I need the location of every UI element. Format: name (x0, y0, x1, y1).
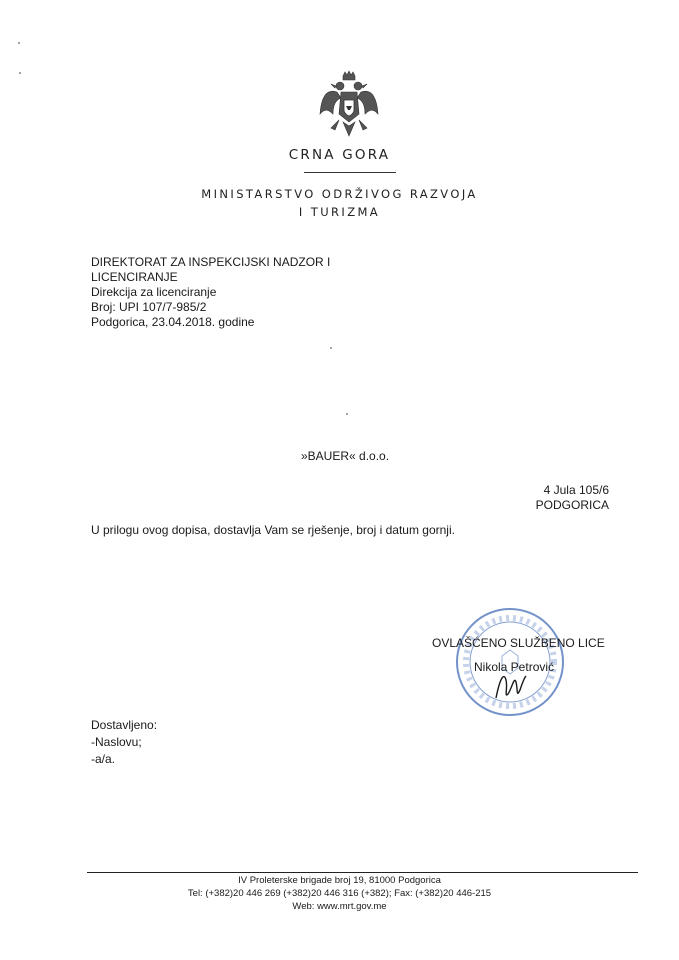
sender-block (91, 255, 330, 330)
recipient-street: 4 Jula 105/6 (543, 483, 609, 497)
signature-title: OVLAŠĆENO SLUŽBENO LICE (432, 636, 605, 650)
footer-address: IV Proleterske brigade broj 19, 81000 Podgorica (238, 875, 441, 886)
reference-number: Broj: UPI 107/7-985/2 (91, 300, 207, 314)
recipient-city: PODGORICA (535, 498, 609, 512)
delivered-block (91, 717, 157, 768)
directorate-line2: LICENCIRANJE (91, 270, 178, 284)
coat-of-arms-emblem (319, 70, 379, 144)
directorate-line1: DIREKTORAT ZA INSPEKCIJSKI NADZOR I (91, 255, 331, 269)
footer-website: Web: www.mrt.gov.me (292, 901, 387, 912)
place-and-date: Podgorica, 23.04.2018. godine (91, 315, 255, 329)
footer-divider (87, 872, 638, 873)
ministry-name-line2: I TURIZMA (298, 205, 381, 219)
department-name: Direkcija za licenciranje (91, 285, 217, 299)
recipient-address (536, 483, 609, 513)
footer-phones: Tel: (+382)20 446 269 (+382)20 446 316 (+382); Fax: (+382)20 446-215 (187, 888, 492, 899)
recipient-name: »BAUER« d.o.o. (301, 449, 390, 463)
scan-speck (18, 42, 20, 44)
country-name: CRNA GORA (288, 147, 391, 163)
signatory-name: Nikola Petrović (474, 660, 555, 674)
scan-speck (330, 347, 332, 349)
scan-speck (19, 72, 21, 74)
scan-speck (346, 413, 348, 415)
handwritten-signature (490, 668, 530, 704)
delivered-item: -a/a. (91, 752, 116, 766)
ministry-name-line1: MINISTARSTVO ODRŽIVOG RAZVOJA (201, 187, 478, 201)
delivered-item: -Naslovu; (91, 735, 142, 749)
letterhead-divider (304, 172, 396, 173)
delivered-label: Dostavljeno: (91, 718, 158, 732)
letter-body: U prilogu ovog dopisa, dostavlja Vam se rješenje, broj i datum gornji. (91, 523, 455, 537)
